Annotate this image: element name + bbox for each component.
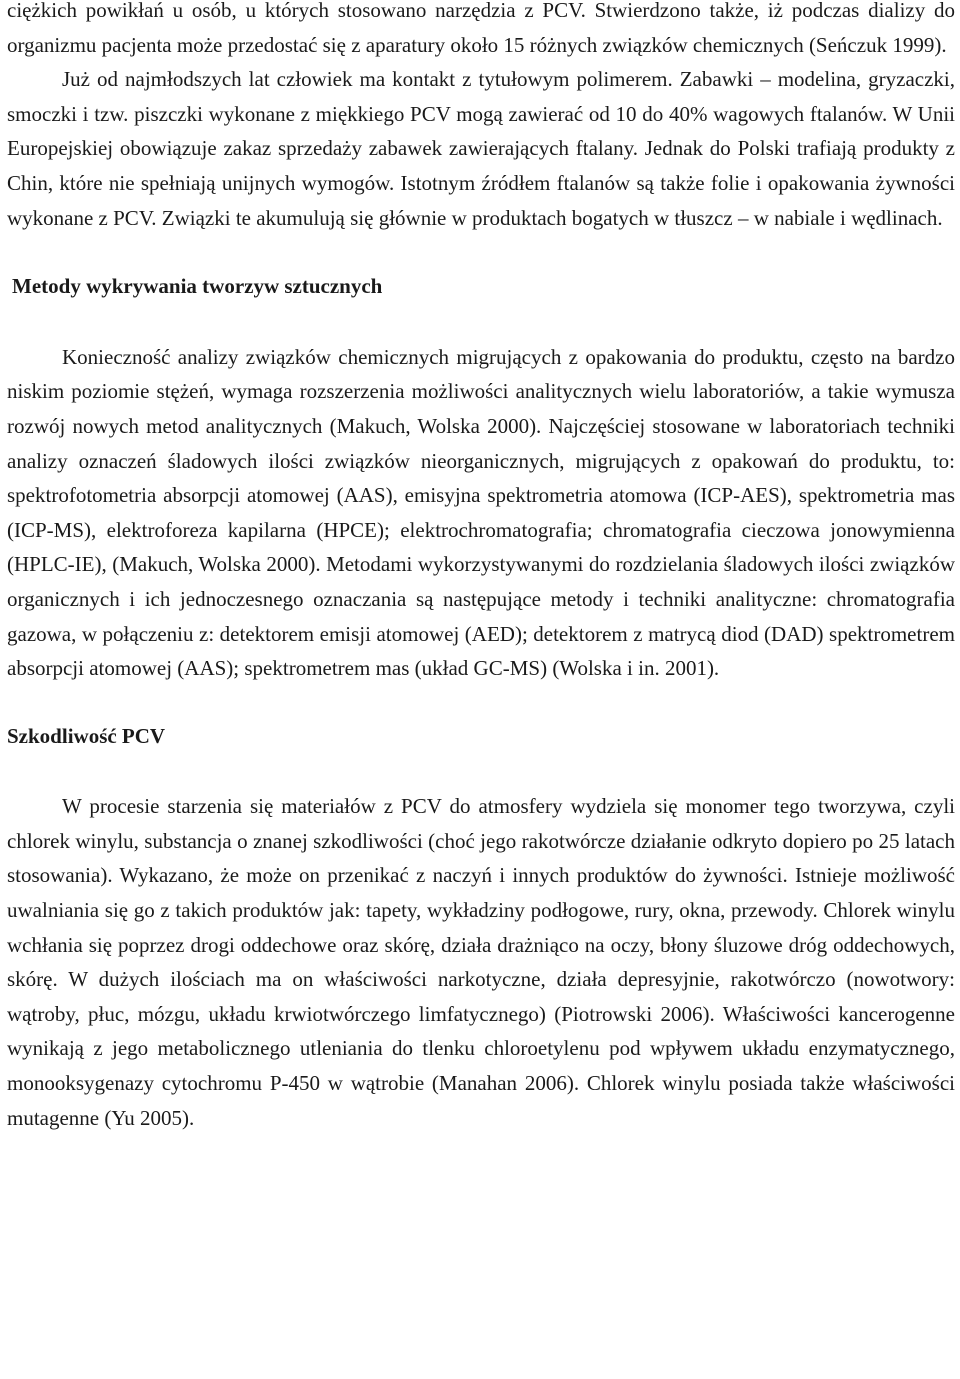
section-heading-methods: Metody wykrywania tworzyw sztucznych: [12, 274, 383, 299]
intro-paragraph-continued: ciężkich powikłań u osób, u których stosowano narzędzia z PCV. Stwierdzono także, iż podczas dializy do organizmu pacjenta może przedostać się z aparatury około 15 różnych związków chemicznych (Seńczuk 1999).: [7, 0, 955, 57]
intro-paragraph-polymer: Już od najmłodszych lat człowiek ma kontakt z tytułowym polimerem. Zabawki – modelina, gryzaczki, smoczki i tzw. piszczki wykonane z miękkiego PCV mogą zawierać od 10 do 40% wagowych ftalanów. W Unii Europejskiej obowiązuje zakaz sprzedaży zabawek zawierających ftalany. Jednak do Polski trafiają produkty z Chin, które nie spełniają unijnych wymogów. Istotnym źródłem ftalanów są także folie i opakowania żywności wykonane z PCV. Związki te akumulują się głównie w produktach bogatych w tłuszcz – w nabiale i wędlinach.: [7, 67, 955, 230]
methods-paragraph: Konieczność analizy związków chemicznych migrujących z opakowania do produktu, często na bardzo niskim poziomie stężeń, wymaga rozszerzenia możliwości analitycznych wielu laboratoriów, a takie wymusza rozwój nowych metod analitycznych (Makuch, Wolska 2000). Najczęściej stosowane w laboratoriach techniki analizy oznaczeń śladowych ilości związków nieorganicznych, migrujących z opakowań do produktu, to: spektrofotometria absorpcji atomowej (AAS), emisyjna spektrometria atomowa (ICP-AES), spektrometria mas (ICP-MS), elektroforeza kapilarna (HPCE); elektrochromatografia; chromatografia cieczowa jonowymienna (HPLC-IE), (Makuch, Wolska 2000). Metodami wykorzystywanymi do rozdzielania śladowych ilości związków organicznych i ich jednoczesnego oznaczania są następujące metody i techniki analityczne: chromatografia gazowa, w połączeniu z: detektorem emisji atomowej (AED); detektorem z matrycą diod (DAD) spektrometrem absorpcji atomowej (AAS); spektrometrem mas (układ GC-MS) (Wolska i in. 2001).: [7, 344, 955, 681]
section-heading-harm: Szkodliwość PCV: [7, 723, 166, 748]
section-spacer: [7, 753, 955, 789]
harm-paragraph: W procesie starzenia się materiałów z PCV do atmosfery wydziela się monomer tego tworzywa, czyli chlorek winylu, substancja o znanej szkodliwości (choć jego rakotwórcze działanie odkryto dopiero po 25 latach stosowania). Wykazano, że może on przenikać z naczyń i innych produktów do żywności. Istnieje możliwość uwalniania się go z takich produktów jak: tapety, wykładziny podłogowe, rury, okna, przewody. Chlorek winylu wchłania się poprzez drogi oddechowe oraz skórę, działa drażniąco na oczy, błony śluzowe dróg oddechowych, skórę. W dużych ilościach ma on właściwości narkotyczne, działa depresyjnie, rakotwórczo (nowotwory: wątroby, płuc, mózgu, układu krwiotwórczego limfatycznego) (Piotrowski 2006). Właściwości kancerogenne wynikają z jego metabolicznego utleniania do tlenku chloroetylenu pod wpływem układu enzymatycznego, monooksygenazy cytochromu P-450 w wątrobie (Manahan 2006). Chlorek winylu posiada także właściwości mutagenne (Yu 2005).: [7, 794, 955, 1130]
section-spacer: [7, 304, 955, 340]
